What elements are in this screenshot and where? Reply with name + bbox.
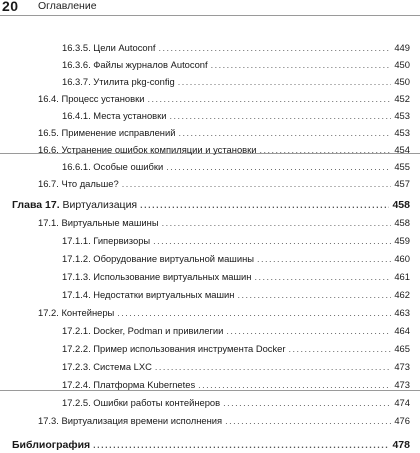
toc-entry[interactable] bbox=[62, 233, 410, 249]
toc-entry-title: 17.1.4. Недостатки виртуальных машин bbox=[62, 289, 235, 300]
toc-page-number: 473 bbox=[394, 361, 410, 372]
toc-entry-title: 16.5. Применение исправлений bbox=[38, 127, 176, 138]
toc-entry-title: 17.2.1. Docker, Podman и привилегии bbox=[62, 325, 224, 336]
toc-entry[interactable] bbox=[38, 305, 410, 321]
dot-leader bbox=[93, 437, 389, 453]
toc-entry[interactable] bbox=[38, 176, 410, 192]
toc-entry[interactable] bbox=[62, 74, 410, 90]
chapter-label: Глава 17. bbox=[12, 199, 60, 211]
toc-entry-title: 17.1.1. Гипервизоры bbox=[62, 235, 151, 246]
toc-page-number: 452 bbox=[394, 93, 410, 104]
dot-leader bbox=[226, 323, 391, 339]
toc-entry-title: 16.4.1. Места установки bbox=[62, 110, 167, 121]
dot-leader bbox=[289, 341, 392, 357]
toc-entry[interactable] bbox=[62, 395, 410, 411]
dot-leader bbox=[211, 57, 392, 73]
toc-entry-title: 16.7. Что дальше? bbox=[38, 178, 119, 189]
toc-entry-title: 16.6. Устранение ошибок компиляции и установки bbox=[38, 144, 257, 155]
toc-entry[interactable] bbox=[62, 57, 410, 73]
toc-entry[interactable] bbox=[38, 413, 410, 429]
toc-page-number: 459 bbox=[394, 235, 410, 246]
dot-leader bbox=[254, 269, 391, 285]
dot-leader bbox=[198, 377, 391, 393]
toc-page-number: 449 bbox=[394, 42, 410, 53]
dot-leader bbox=[117, 305, 391, 321]
dot-leader bbox=[147, 91, 391, 107]
toc-entry[interactable] bbox=[62, 323, 410, 339]
dot-leader bbox=[122, 176, 392, 192]
dot-leader bbox=[166, 159, 391, 175]
toc-entry-title: 17.2.2. Пример использования инструмента Docker bbox=[62, 343, 286, 354]
toc-entry-title: Библиография bbox=[12, 439, 91, 451]
toc-entry-title: 16.4. Процесс установки bbox=[38, 93, 145, 104]
dot-leader bbox=[223, 395, 391, 411]
toc-entry-title: 17.3. Виртуализация времени исполнения bbox=[38, 415, 223, 426]
dot-leader bbox=[225, 413, 391, 429]
dot-leader bbox=[155, 359, 391, 375]
toc-entry-title: 17.1.2. Оборудование виртуальной машины bbox=[62, 253, 254, 264]
toc-entry[interactable] bbox=[62, 108, 410, 124]
toc-page-number: 463 bbox=[394, 307, 410, 318]
toc-page-number: 457 bbox=[394, 178, 410, 189]
toc-entry-title: 17.2.5. Ошибки работы контейнеров bbox=[62, 397, 221, 408]
dot-leader bbox=[237, 287, 391, 303]
toc-page-number: 478 bbox=[392, 439, 410, 451]
toc-entry[interactable] bbox=[62, 269, 410, 285]
page-number: 20 bbox=[2, 0, 19, 14]
toc-entry-title: 16.3.7. Утилита pkg-config bbox=[62, 76, 175, 87]
toc-entry-title: 17.2. Контейнеры bbox=[38, 307, 115, 318]
toc-page-number: 462 bbox=[394, 289, 410, 300]
toc-entry[interactable] bbox=[38, 91, 410, 107]
toc-entry[interactable] bbox=[38, 215, 410, 231]
toc-page-number: 461 bbox=[394, 271, 410, 282]
dot-leader bbox=[162, 215, 392, 231]
toc-entry-title: 16.3.5. Цели Autoconf bbox=[62, 42, 156, 53]
toc-entry[interactable] bbox=[38, 125, 410, 141]
dot-leader bbox=[257, 251, 391, 267]
toc-page-number: 458 bbox=[394, 217, 410, 228]
toc-page-number: 473 bbox=[394, 379, 410, 390]
dot-leader bbox=[140, 197, 389, 213]
toc-entry-title: 17.2.3. Система LXC bbox=[62, 361, 152, 372]
dot-leader bbox=[158, 40, 391, 56]
dot-leader bbox=[259, 142, 391, 158]
toc-entry-title: 17.1. Виртуальные машины bbox=[38, 217, 159, 228]
toc-entry[interactable] bbox=[12, 437, 410, 453]
toc-entry-title: 17.2.4. Платформа Kubernetes bbox=[62, 379, 196, 390]
toc-entry[interactable] bbox=[62, 377, 410, 393]
toc-page-number: 454 bbox=[394, 144, 410, 155]
toc-page-number: 450 bbox=[394, 59, 410, 70]
header-rule bbox=[0, 15, 420, 16]
toc-entry[interactable] bbox=[62, 341, 410, 357]
toc-entry-title: 16.3.6. Файлы журналов Autoconf bbox=[62, 59, 208, 70]
toc-entry[interactable] bbox=[62, 251, 410, 267]
toc-entry-title: 16.6.1. Особые ошибки bbox=[62, 161, 164, 172]
toc-page-number: 464 bbox=[394, 325, 410, 336]
toc-entry[interactable] bbox=[62, 159, 410, 175]
toc-page-number: 474 bbox=[394, 397, 410, 408]
toc-entry[interactable] bbox=[62, 359, 410, 375]
toc-entry[interactable] bbox=[62, 40, 410, 56]
toc-page-number: 453 bbox=[394, 127, 410, 138]
toc-page-number: 476 bbox=[394, 415, 410, 426]
toc-page-number: 455 bbox=[394, 161, 410, 172]
toc-entry-title bbox=[12, 197, 137, 213]
toc-entry[interactable] bbox=[62, 287, 410, 303]
toc-entry-title: 17.1.3. Использование виртуальных машин bbox=[62, 271, 252, 282]
dot-leader bbox=[153, 233, 391, 249]
toc-page-number: 458 bbox=[392, 199, 410, 211]
toc-page-number: 465 bbox=[394, 343, 410, 354]
page-header bbox=[0, 0, 420, 16]
toc-page-number: 460 bbox=[394, 253, 410, 264]
running-head: Оглавление bbox=[38, 0, 97, 12]
toc-entry[interactable] bbox=[38, 142, 410, 158]
toc-page-number: 453 bbox=[394, 110, 410, 121]
dot-leader bbox=[178, 125, 391, 141]
dot-leader bbox=[169, 108, 391, 124]
dot-leader bbox=[178, 74, 392, 90]
chapter-title: Виртуализация bbox=[59, 199, 138, 211]
toc-entry[interactable] bbox=[12, 197, 410, 213]
toc-page-number: 450 bbox=[394, 76, 410, 87]
